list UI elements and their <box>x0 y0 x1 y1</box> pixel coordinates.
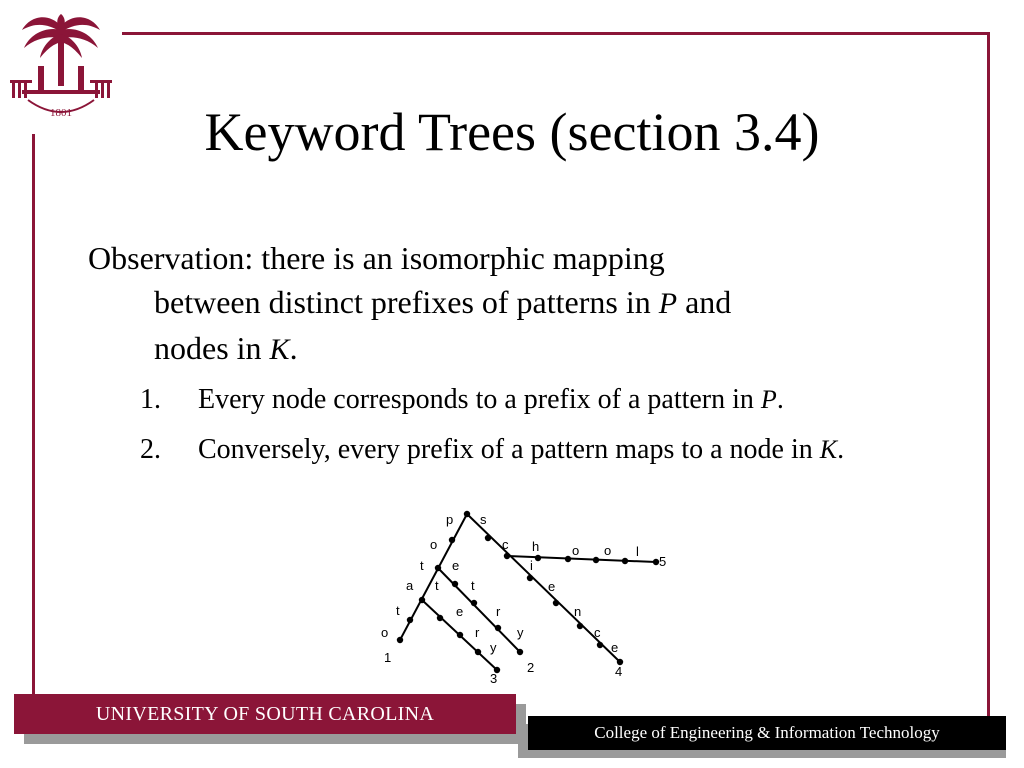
list-item <box>140 380 940 420</box>
slide-title: Keyword Trees (section 3.4) <box>204 102 820 162</box>
tree-label: s <box>480 512 487 527</box>
tree-label: o <box>381 625 389 640</box>
tree-label: y <box>490 640 497 655</box>
tree-label: r <box>496 604 501 619</box>
tree-label: 4 <box>615 664 623 679</box>
tree-label: e <box>456 604 464 619</box>
tree-label: t <box>420 558 424 573</box>
tree-label: e <box>611 640 619 655</box>
keyword-tree-symbol: K <box>269 333 290 366</box>
list-item-text: Conversely, every prefix of a pattern maps to a node in <box>198 434 820 465</box>
tree-label: n <box>574 604 582 619</box>
list-item-suffix: . <box>837 434 845 465</box>
observation-line-3-suffix: . <box>289 330 298 366</box>
tree-label: l <box>636 544 639 559</box>
observation-line-2-suffix: and <box>677 284 732 320</box>
tree-label: 3 <box>490 671 498 686</box>
list-item-suffix: . <box>776 384 784 415</box>
observation-line-1: Observation: there is an isomorphic mapping <box>88 240 665 276</box>
tree-label: 5 <box>659 554 667 569</box>
list-item <box>140 430 940 470</box>
tree-label: y <box>517 625 524 640</box>
numbered-list <box>140 380 940 470</box>
tree-label: h <box>532 539 540 554</box>
tree-label: a <box>406 578 414 593</box>
slide-frame-top <box>122 32 990 35</box>
tree-label: t <box>435 578 439 593</box>
observation-line-3 <box>88 326 928 372</box>
pattern-set-symbol: P <box>760 385 777 414</box>
list-item-number: 1. <box>140 384 161 415</box>
palmetto-icon <box>10 14 112 98</box>
keyword-tree-diagram <box>360 500 690 690</box>
observation-line-3-text: nodes in <box>154 330 262 366</box>
list-item-number: 2. <box>140 434 161 465</box>
tree-label: 1 <box>384 650 392 665</box>
tree-label: r <box>475 625 480 640</box>
pattern-set-symbol: P <box>658 287 678 320</box>
slide-frame-left <box>32 134 35 700</box>
tree-label: t <box>471 578 475 593</box>
tree-label: c <box>502 537 509 552</box>
tree-label: p <box>446 512 454 527</box>
tree-label: i <box>530 558 533 573</box>
tree-label: e <box>548 579 556 594</box>
observation-paragraph <box>88 236 928 372</box>
tree-label: 2 <box>527 660 535 675</box>
observation-line-2 <box>88 280 928 326</box>
tree-label: t <box>396 603 400 618</box>
footer-college: College of Engineering & Information Technology <box>528 716 1006 750</box>
tree-label: c <box>594 625 601 640</box>
footer-university: UNIVERSITY OF SOUTH CAROLINA <box>14 694 516 734</box>
logo-year: 1801 <box>50 107 72 119</box>
list-item-text: Every node corresponds to a prefix of a pattern in <box>198 384 761 415</box>
tree-label: o <box>430 537 438 552</box>
tree-label: e <box>452 558 460 573</box>
tree-label: o <box>572 543 580 558</box>
observation-line-2-text: between distinct prefixes of patterns in <box>154 284 651 320</box>
tree-label: o <box>604 543 612 558</box>
keyword-tree-symbol: K <box>819 435 838 464</box>
